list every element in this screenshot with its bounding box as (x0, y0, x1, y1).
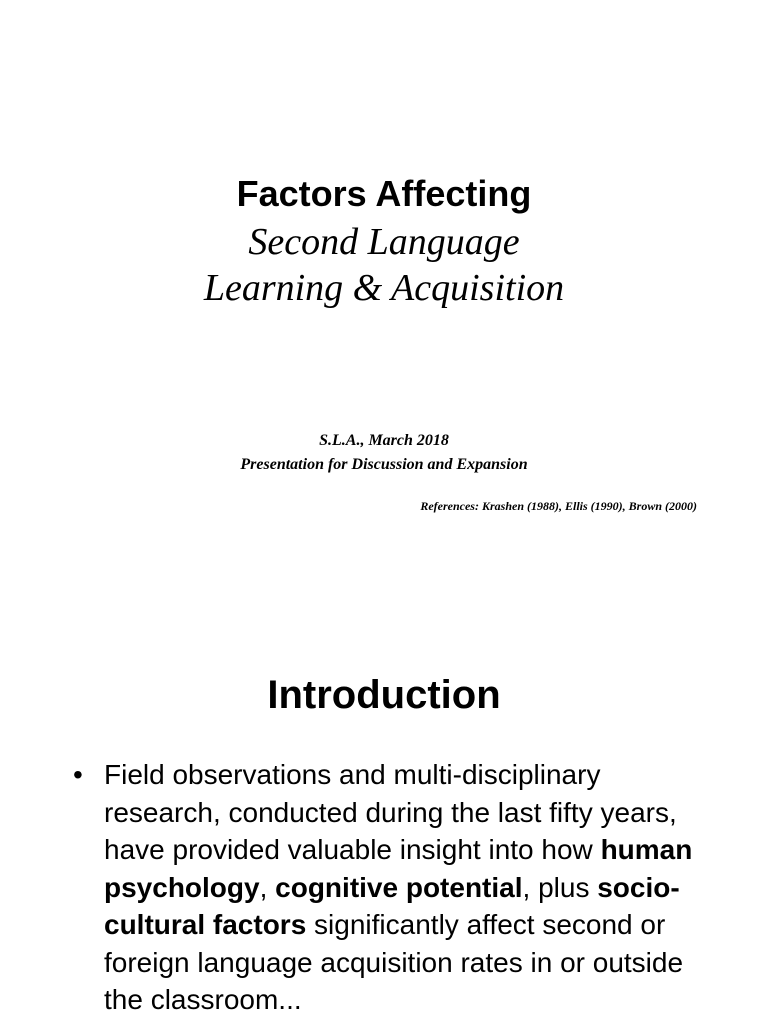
bullet-icon: • (73, 759, 83, 790)
bullet-segment: Field observations and multi-disciplinary research, conducted during the last fifty years, have provided valuable insight into how (104, 759, 677, 865)
bullet-segment: , (259, 871, 276, 903)
presentation-date: S.L.A., March 2018 (319, 432, 449, 449)
slide-subtitle-line-1: Second Language (248, 221, 520, 263)
references: References: Krashen (1988), Ellis (1990), Brown (2000) (420, 499, 697, 513)
slide-title: Factors Affecting (236, 173, 532, 214)
intro-heading: Introduction (267, 673, 501, 717)
bullet-segment: , plus (522, 871, 598, 903)
presentation-purpose: Presentation for Discussion and Expansion (240, 456, 528, 473)
bullet-item (73, 756, 693, 1019)
bullet-emphasis: cognitive potential (275, 871, 523, 903)
bullet-segment: significantly affect second or foreign language acquisition rates in or outside the classroom... (104, 909, 684, 1015)
bullet-text (104, 756, 693, 1019)
introduction-slide (0, 576, 768, 1024)
bullet-emphasis: socio-cultural factors (104, 871, 680, 940)
slide-subtitle-line-2: Learning & Acquisition (203, 267, 565, 309)
bullet-emphasis: human psychology (104, 834, 693, 903)
